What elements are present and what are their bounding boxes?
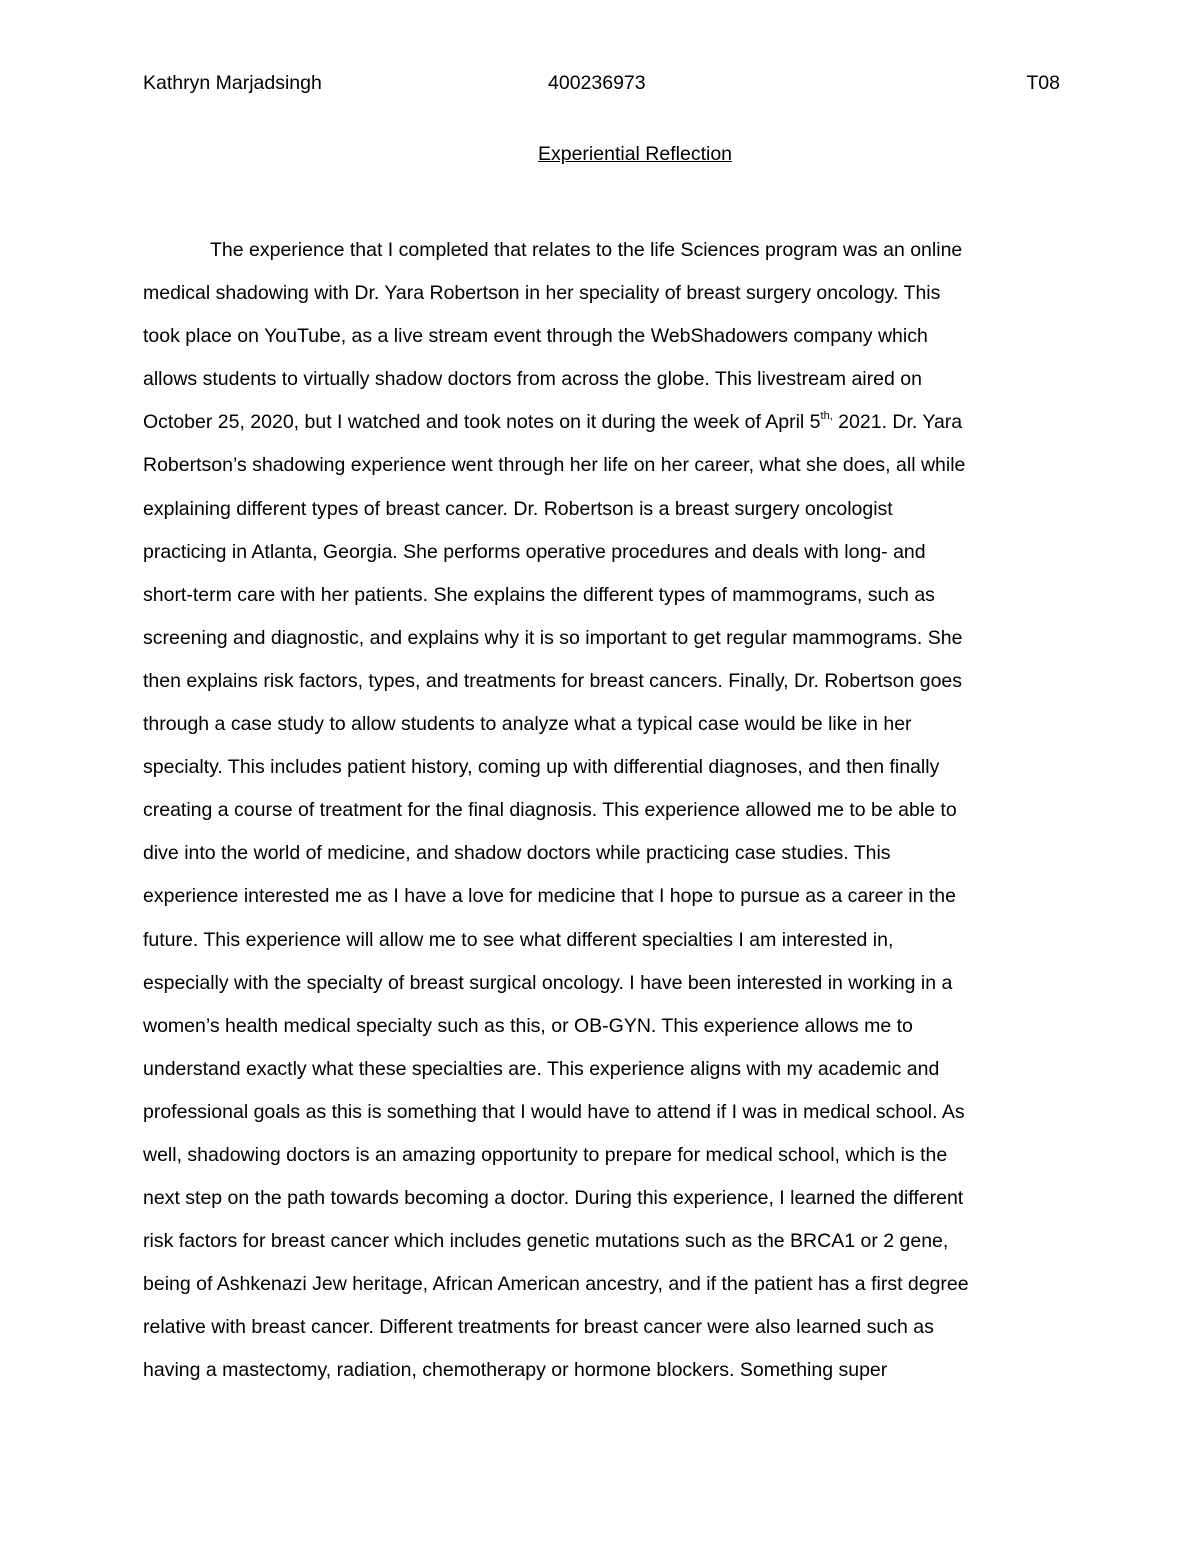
- paragraph-line: took place on YouTube, as a live stream event through the WebShadowers company which: [143, 325, 928, 348]
- paragraph-line: experience interested me as I have a love for medicine that I hope to pursue as a career in the: [143, 885, 956, 908]
- paragraph-line: short-term care with her patients. She explains the different types of mammograms, such as: [143, 583, 935, 606]
- paragraph-line: future. This experience will allow me to see what different specialties I am interested in,: [143, 928, 894, 951]
- paragraph-line: having a mastectomy, radiation, chemotherapy or hormone blockers. Something super: [143, 1359, 888, 1382]
- paragraph-line: relative with breast cancer. Different treatments for breast cancer were also learned such as: [143, 1316, 934, 1339]
- author-name: Kathryn Marjadsingh: [143, 72, 322, 94]
- page-header: [143, 72, 1060, 100]
- paragraph-line: creating a course of treatment for the final diagnosis. This experience allowed me to be able to: [143, 799, 957, 822]
- student-id: 400236973: [548, 72, 646, 94]
- paragraph-line: through a case study to allow students to analyze what a typical case would be like in her: [143, 713, 912, 736]
- paragraph-line: allows students to virtually shadow doctors from across the globe. This livestream aired on: [143, 368, 922, 391]
- line-text: 2021. Dr. Yara: [832, 411, 963, 434]
- paragraph-line: being of Ashkenazi Jew heritage, African American ancestry, and if the patient has a first degree: [143, 1273, 969, 1296]
- document-title: Experiential Reflection: [537, 143, 733, 165]
- paragraph-line: screening and diagnostic, and explains why it is so important to get regular mammograms. She: [143, 626, 963, 649]
- paragraph-line: specialty. This includes patient history, coming up with differential diagnoses, and then finally: [143, 756, 940, 779]
- paragraph-line: then explains risk factors, types, and treatments for breast cancers. Finally, Dr. Robertson goes: [143, 669, 963, 692]
- paragraph-line: risk factors for breast cancer which includes genetic mutations such as the BRCA1 or 2 gene,: [143, 1230, 949, 1253]
- paragraph-line: next step on the path towards becoming a doctor. During this experience, I learned the different: [143, 1187, 964, 1210]
- paragraph-line: explaining different types of breast cancer. Dr. Robertson is a breast surgery oncologist: [143, 497, 893, 520]
- paragraph-line: especially with the specialty of breast surgical oncology. I have been interested in working in a: [143, 971, 953, 994]
- section-code: T08: [1026, 72, 1060, 94]
- line-text: October 25, 2020, but I watched and took notes on it during the week of April 5: [143, 411, 821, 434]
- paragraph-line: women’s health medical specialty such as this, or OB-GYN. This experience allows me to: [143, 1014, 913, 1037]
- paragraph-line: understand exactly what these specialties are. This experience aligns with my academic and: [143, 1057, 940, 1080]
- paragraph-line: practicing in Atlanta, Georgia. She performs operative procedures and deals with long- and: [143, 540, 926, 563]
- body-paragraph: [143, 229, 1073, 1393]
- paragraph-line: well, shadowing doctors is an amazing opportunity to prepare for medical school, which is the: [143, 1143, 948, 1166]
- paragraph-line: The experience that I completed that relates to the life Sciences program was an online: [210, 239, 963, 261]
- paragraph-line: medical shadowing with Dr. Yara Robertson in her speciality of breast surgery oncology. This: [143, 282, 941, 305]
- ordinal-superscript: th,: [820, 410, 833, 423]
- paragraph-line: [143, 401, 1073, 444]
- paragraph-line: professional goals as this is something that I would have to attend if I was in medical school. As: [143, 1100, 965, 1123]
- paragraph-line: dive into the world of medicine, and shadow doctors while practicing case studies. This: [143, 842, 891, 865]
- paragraph-line: Robertson’s shadowing experience went through her life on her career, what she does, all while: [143, 454, 966, 477]
